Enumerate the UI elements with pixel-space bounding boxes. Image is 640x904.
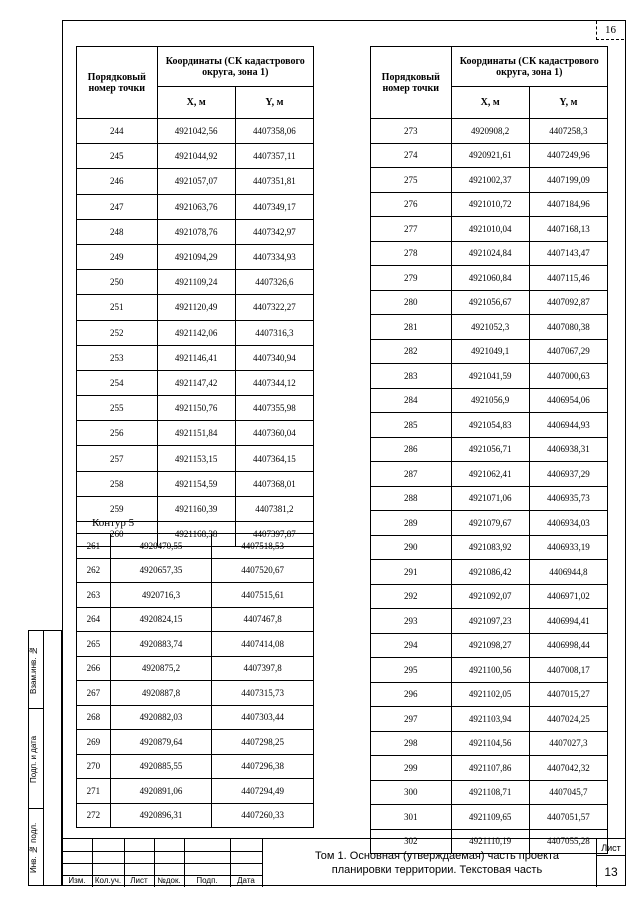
table-row — [371, 241, 608, 266]
cell-x: 4921142,06 — [157, 320, 235, 345]
cell-x: 4921098,27 — [451, 633, 529, 658]
title-block — [62, 838, 626, 886]
cell-y: 4406937,29 — [529, 462, 607, 487]
cell-point-number: 244 — [77, 119, 158, 144]
table-row — [77, 681, 314, 706]
cell-y: 4407357,11 — [235, 144, 313, 169]
cell-point-number: 301 — [371, 805, 452, 830]
cell-point-number: 252 — [77, 320, 158, 345]
cell-y: 4407368,01 — [235, 471, 313, 496]
side-stamp — [28, 630, 62, 886]
table-row — [371, 290, 608, 315]
table-row — [77, 144, 314, 169]
cell-y: 4407042,32 — [529, 756, 607, 781]
table-row — [77, 219, 314, 244]
table-row — [371, 192, 608, 217]
cell-x: 4921102,05 — [451, 682, 529, 707]
coords-table-left-top — [76, 46, 314, 547]
table-row — [371, 388, 608, 413]
cell-y: 4407294,49 — [212, 779, 314, 804]
cell-x: 4921060,84 — [451, 266, 529, 291]
table-row — [371, 560, 608, 585]
cell-point-number: 287 — [371, 462, 452, 487]
sheet-number: 13 — [604, 865, 618, 879]
cell-y: 4407092,87 — [529, 290, 607, 315]
cell-y: 4406944,93 — [529, 413, 607, 438]
cell-point-number: 250 — [77, 270, 158, 295]
cell-y: 4407342,97 — [235, 219, 313, 244]
table-row — [77, 169, 314, 194]
table-row — [371, 511, 608, 536]
cell-y: 4407397,87 — [235, 522, 313, 547]
cell-point-number: 266 — [77, 656, 111, 681]
table-row — [371, 364, 608, 389]
kontur-label: Контур 5 — [92, 517, 135, 529]
page-number: 16 — [596, 21, 624, 40]
cell-point-number: 275 — [371, 168, 452, 193]
cell-point-number: 291 — [371, 560, 452, 585]
cell-x: 4920921,61 — [451, 143, 529, 168]
cell-y: 4407381,2 — [235, 496, 313, 521]
cell-x: 4921044,92 — [157, 144, 235, 169]
cell-point-number: 283 — [371, 364, 452, 389]
table-row — [77, 754, 314, 779]
cell-y: 4407184,96 — [529, 192, 607, 217]
table-row — [371, 707, 608, 732]
table-row — [77, 730, 314, 755]
cell-point-number: 298 — [371, 731, 452, 756]
cell-y: 4407322,27 — [235, 295, 313, 320]
table-row — [77, 421, 314, 446]
cell-point-number: 248 — [77, 219, 158, 244]
cell-x: 4921151,84 — [157, 421, 235, 446]
stamp-label-podp: Подп. — [196, 876, 218, 885]
cell-point-number: 280 — [371, 290, 452, 315]
cell-x: 4921010,72 — [451, 192, 529, 217]
table-row — [77, 396, 314, 421]
cell-y: 4407015,27 — [529, 682, 607, 707]
cell-y: 4407326,6 — [235, 270, 313, 295]
cell-y: 4407360,04 — [235, 421, 313, 446]
cell-x: 4921107,86 — [451, 756, 529, 781]
header-x: X, м — [157, 87, 235, 119]
table-row — [371, 731, 608, 756]
cell-y: 4407520,67 — [212, 558, 314, 583]
cell-x: 4920887,8 — [110, 681, 212, 706]
cell-point-number: 265 — [77, 632, 111, 657]
cell-y: 4406934,03 — [529, 511, 607, 536]
table-row — [371, 168, 608, 193]
cell-point-number: 288 — [371, 486, 452, 511]
cell-y: 4407351,81 — [235, 169, 313, 194]
cell-y: 4407045,7 — [529, 780, 607, 805]
cell-y: 4406933,19 — [529, 535, 607, 560]
table-row — [371, 658, 608, 683]
cell-point-number: 290 — [371, 535, 452, 560]
table-row — [77, 632, 314, 657]
table-row — [371, 217, 608, 242]
cell-y: 4406938,31 — [529, 437, 607, 462]
cell-y: 4407080,38 — [529, 315, 607, 340]
table-row — [77, 471, 314, 496]
cell-x: 4920908,2 — [451, 119, 529, 144]
cell-point-number: 251 — [77, 295, 158, 320]
cell-point-number: 285 — [371, 413, 452, 438]
cell-x: 4921150,76 — [157, 396, 235, 421]
table-row — [77, 583, 314, 608]
header-y: Y, м — [235, 87, 313, 119]
cell-point-number: 260 — [77, 522, 158, 547]
cell-x: 4921108,71 — [451, 780, 529, 805]
cell-x: 4920470,55 — [110, 534, 212, 559]
cell-point-number: 276 — [371, 192, 452, 217]
cell-x: 4921154,59 — [157, 471, 235, 496]
cell-y: 4407467,8 — [212, 607, 314, 632]
table-row — [77, 295, 314, 320]
table-row — [371, 437, 608, 462]
cell-point-number: 297 — [371, 707, 452, 732]
table-row — [77, 194, 314, 219]
coords-table-right — [370, 46, 608, 854]
cell-point-number: 273 — [371, 119, 452, 144]
table-row — [77, 558, 314, 583]
side-label-replace-inv: Взам.инв. № — [29, 646, 38, 694]
table-row — [77, 534, 314, 559]
table-row — [77, 270, 314, 295]
cell-y: 4407000,63 — [529, 364, 607, 389]
table-row — [77, 345, 314, 370]
cell-y: 4407296,38 — [212, 754, 314, 779]
cell-point-number: 271 — [77, 779, 111, 804]
table-row — [371, 266, 608, 291]
table-row — [77, 656, 314, 681]
cell-y: 4407027,3 — [529, 731, 607, 756]
cell-point-number: 302 — [371, 829, 452, 854]
table-row — [77, 370, 314, 395]
table-row — [371, 143, 608, 168]
cell-x: 4920875,2 — [110, 656, 212, 681]
cell-y: 4406944,8 — [529, 560, 607, 585]
cell-x: 4921052,3 — [451, 315, 529, 340]
cell-point-number: 279 — [371, 266, 452, 291]
cell-y: 4407055,28 — [529, 829, 607, 854]
cell-y: 4406998,44 — [529, 633, 607, 658]
cell-point-number: 272 — [77, 803, 111, 828]
document-title: Том 1. Основная (утверждаемая) часть проекта планировки территории. Текстовая часть — [314, 850, 560, 876]
cell-x: 4921057,07 — [157, 169, 235, 194]
cell-y: 4407364,15 — [235, 446, 313, 471]
header-y: Y, м — [529, 87, 607, 119]
table-row — [371, 339, 608, 364]
cell-x: 4921079,67 — [451, 511, 529, 536]
cell-point-number: 247 — [77, 194, 158, 219]
cell-x: 4921109,24 — [157, 270, 235, 295]
cell-x: 4920657,35 — [110, 558, 212, 583]
header-point-number: Порядковый номер точки — [371, 47, 452, 119]
cell-y: 4407515,61 — [212, 583, 314, 608]
cell-x: 4921153,15 — [157, 446, 235, 471]
cell-x: 4920896,31 — [110, 803, 212, 828]
cell-point-number: 246 — [77, 169, 158, 194]
cell-point-number: 256 — [77, 421, 158, 446]
stamp-label-list: Лист — [130, 876, 148, 885]
stamp-label-izm: Изм. — [68, 876, 86, 885]
table-row — [371, 315, 608, 340]
cell-point-number: 300 — [371, 780, 452, 805]
cell-point-number: 261 — [77, 534, 111, 559]
cell-x: 4920891,06 — [110, 779, 212, 804]
cell-x: 4921063,76 — [157, 194, 235, 219]
stamp-label-ndok: №док. — [157, 876, 181, 885]
stamp-label-kol: Кол.уч. — [94, 876, 122, 885]
cell-point-number: 249 — [77, 244, 158, 269]
cell-y: 4407355,98 — [235, 396, 313, 421]
cell-y: 4407258,3 — [529, 119, 607, 144]
cell-x: 4921120,49 — [157, 295, 235, 320]
cell-point-number: 263 — [77, 583, 111, 608]
table-row — [77, 244, 314, 269]
cell-y: 4407115,46 — [529, 266, 607, 291]
table-row — [371, 119, 608, 144]
header-coordinates: Координаты (СК кадастрового округа, зона 1) — [157, 47, 313, 87]
table-row — [371, 682, 608, 707]
cell-y: 4407316,3 — [235, 320, 313, 345]
cell-point-number: 292 — [371, 584, 452, 609]
cell-y: 4407397,8 — [212, 656, 314, 681]
cell-point-number: 296 — [371, 682, 452, 707]
cell-x: 4921160,39 — [157, 496, 235, 521]
cell-x: 4921049,1 — [451, 339, 529, 364]
cell-y: 4407008,17 — [529, 658, 607, 683]
cell-x: 4920716,3 — [110, 583, 212, 608]
cell-x: 4921094,29 — [157, 244, 235, 269]
cell-x: 4921109,65 — [451, 805, 529, 830]
cell-y: 4407349,17 — [235, 194, 313, 219]
cell-point-number: 262 — [77, 558, 111, 583]
cell-point-number: 282 — [371, 339, 452, 364]
cell-y: 4406971,02 — [529, 584, 607, 609]
cell-x: 4921110,19 — [451, 829, 529, 854]
cell-point-number: 277 — [371, 217, 452, 242]
cell-point-number: 253 — [77, 345, 158, 370]
table-row — [371, 756, 608, 781]
cell-point-number: 270 — [77, 754, 111, 779]
cell-x: 4921104,56 — [451, 731, 529, 756]
cell-point-number: 245 — [77, 144, 158, 169]
table-row — [371, 609, 608, 634]
cell-x: 4921054,83 — [451, 413, 529, 438]
table-row — [371, 780, 608, 805]
table-row — [77, 803, 314, 828]
side-label-sign-date: Подп. и дата — [29, 735, 38, 783]
cell-point-number: 299 — [371, 756, 452, 781]
cell-point-number: 264 — [77, 607, 111, 632]
cell-point-number: 268 — [77, 705, 111, 730]
table-row — [77, 779, 314, 804]
table-row — [371, 633, 608, 658]
cell-x: 4921097,23 — [451, 609, 529, 634]
table-row — [77, 446, 314, 471]
table-body — [371, 119, 608, 854]
cell-x: 4921056,71 — [451, 437, 529, 462]
cell-y: 4407414,08 — [212, 632, 314, 657]
cell-point-number: 254 — [77, 370, 158, 395]
cell-x: 4921103,94 — [451, 707, 529, 732]
table-body — [77, 534, 314, 828]
cell-x: 4921100,56 — [451, 658, 529, 683]
cell-x: 4921071,06 — [451, 486, 529, 511]
cell-y: 4406954,06 — [529, 388, 607, 413]
coords-table-left-bottom — [76, 533, 314, 828]
cell-y: 4407143,47 — [529, 241, 607, 266]
cell-y: 4407303,44 — [212, 705, 314, 730]
table-body — [77, 119, 314, 547]
cell-point-number: 281 — [371, 315, 452, 340]
cell-x: 4921083,92 — [451, 535, 529, 560]
cell-x: 4921042,56 — [157, 119, 235, 144]
cell-point-number: 295 — [371, 658, 452, 683]
cell-point-number: 289 — [371, 511, 452, 536]
cell-y: 4407024,25 — [529, 707, 607, 732]
cell-x: 4921078,76 — [157, 219, 235, 244]
cell-point-number: 294 — [371, 633, 452, 658]
cell-y: 4407067,29 — [529, 339, 607, 364]
table-row — [371, 584, 608, 609]
cell-y: 4406994,41 — [529, 609, 607, 634]
header-x: X, м — [451, 87, 529, 119]
cell-y: 4407298,25 — [212, 730, 314, 755]
cell-x: 4921041,59 — [451, 364, 529, 389]
cell-y: 4407260,33 — [212, 803, 314, 828]
cell-point-number: 293 — [371, 609, 452, 634]
cell-y: 4407334,93 — [235, 244, 313, 269]
cell-point-number: 269 — [77, 730, 111, 755]
cell-y: 4407249,96 — [529, 143, 607, 168]
cell-x: 4921062,41 — [451, 462, 529, 487]
cell-point-number: 259 — [77, 496, 158, 521]
table-row — [77, 320, 314, 345]
stamp-label-data: Дата — [237, 876, 255, 885]
cell-point-number: 267 — [77, 681, 111, 706]
cell-point-number: 255 — [77, 396, 158, 421]
cell-x: 4921146,41 — [157, 345, 235, 370]
cell-x: 4921056,67 — [451, 290, 529, 315]
cell-x: 4920879,64 — [110, 730, 212, 755]
cell-x: 4921056,9 — [451, 388, 529, 413]
side-label-inv-orig: Инв. № подл. — [29, 822, 38, 874]
cell-x: 4921092,07 — [451, 584, 529, 609]
cell-x: 4921010,04 — [451, 217, 529, 242]
table-row — [371, 805, 608, 830]
cell-point-number: 284 — [371, 388, 452, 413]
cell-point-number: 286 — [371, 437, 452, 462]
table-row — [371, 462, 608, 487]
table-row — [77, 607, 314, 632]
cell-point-number: 258 — [77, 471, 158, 496]
sheet-label: Лист — [601, 843, 621, 853]
cell-y: 4406935,73 — [529, 486, 607, 511]
table-row — [371, 413, 608, 438]
cell-x: 4920824,15 — [110, 607, 212, 632]
table-row — [77, 705, 314, 730]
cell-y: 4407051,57 — [529, 805, 607, 830]
cell-y: 4407340,94 — [235, 345, 313, 370]
cell-y: 4407199,09 — [529, 168, 607, 193]
cell-y: 4407315,73 — [212, 681, 314, 706]
cell-x: 4920883,74 — [110, 632, 212, 657]
cell-point-number: 278 — [371, 241, 452, 266]
cell-x: 4920885,55 — [110, 754, 212, 779]
cell-point-number: 257 — [77, 446, 158, 471]
cell-y: 4407344,12 — [235, 370, 313, 395]
cell-y: 4407358,06 — [235, 119, 313, 144]
cell-x: 4921086,42 — [451, 560, 529, 585]
cell-point-number: 274 — [371, 143, 452, 168]
cell-x: 4921168,38 — [157, 522, 235, 547]
cell-y: 4407168,13 — [529, 217, 607, 242]
cell-x: 4921147,42 — [157, 370, 235, 395]
table-row — [371, 486, 608, 511]
table-row — [371, 535, 608, 560]
cell-x: 4921024,84 — [451, 241, 529, 266]
header-coordinates: Координаты (СК кадастрового округа, зона 1) — [451, 47, 607, 87]
cell-y: 4407518,53 — [212, 534, 314, 559]
header-point-number: Порядковый номер точки — [77, 47, 158, 119]
cell-x: 4920882,03 — [110, 705, 212, 730]
cell-x: 4921002,37 — [451, 168, 529, 193]
table-row — [77, 119, 314, 144]
